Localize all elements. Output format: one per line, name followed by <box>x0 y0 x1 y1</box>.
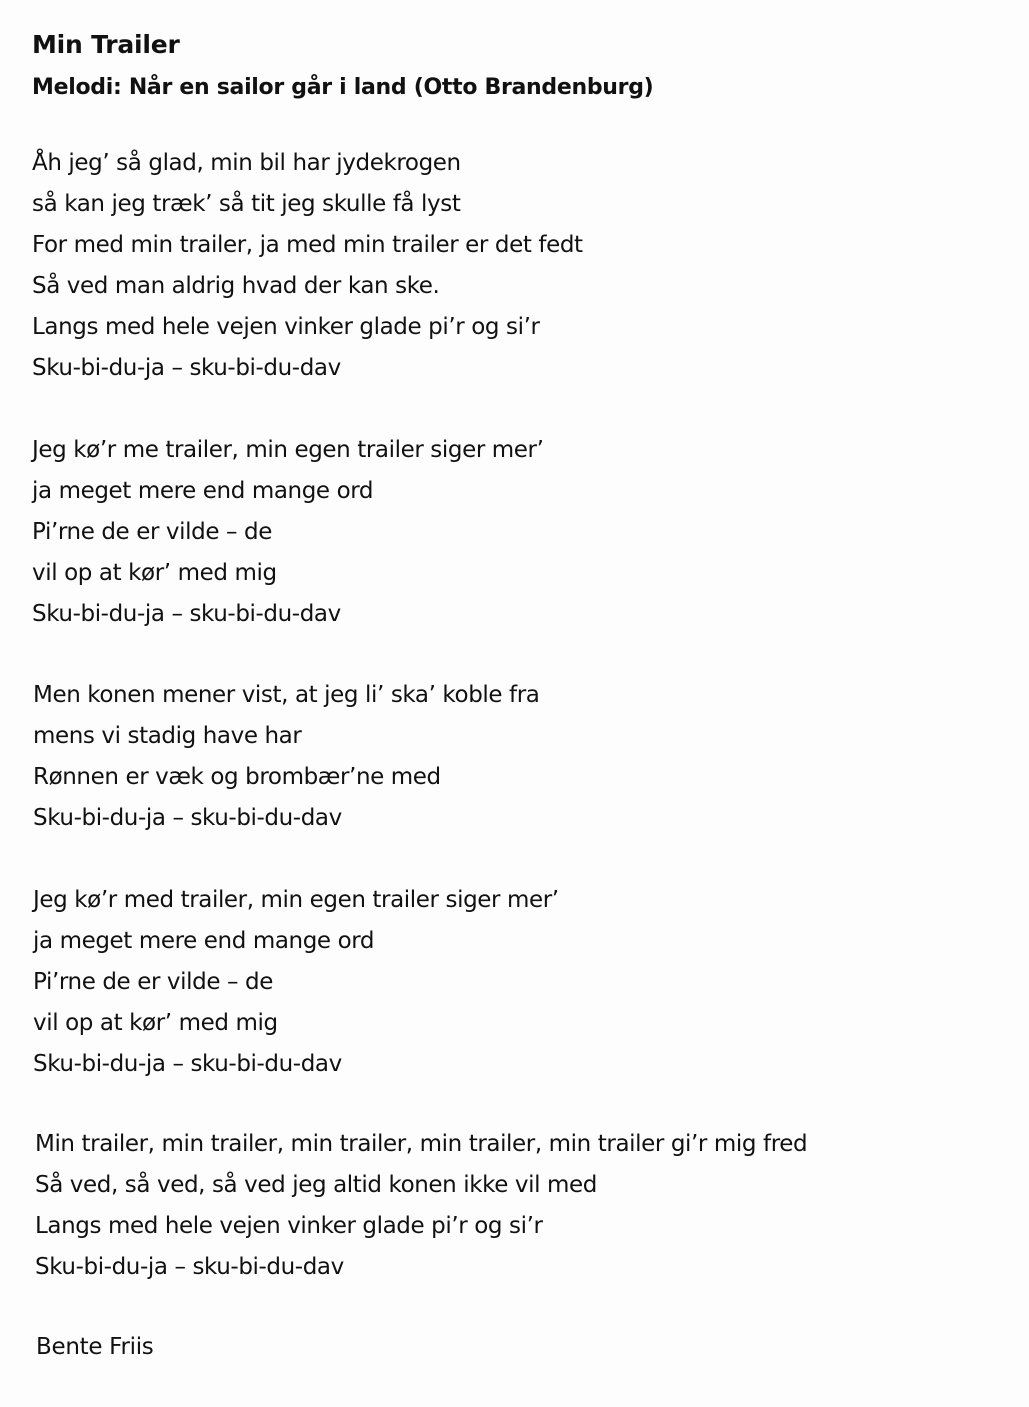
lyric-line: Så ved man aldrig hvad der kan ske. <box>32 273 440 299</box>
lyric-line: vil op at kør’ med mig <box>32 560 277 586</box>
melody-line: Melodi: Når en sailor går i land (Otto Brandenburg) <box>32 75 654 100</box>
stanza-1 <box>32 143 583 389</box>
song-title: Min Trailer <box>32 30 180 59</box>
lyric-line: Pi’rne de er vilde – de <box>32 519 272 545</box>
lyric-line: vil op at kør’ med mig <box>33 1010 278 1036</box>
lyric-line: Jeg kø’r me trailer, min egen trailer siger mer’ <box>32 437 544 463</box>
lyric-line: Langs med hele vejen vinker glade pi’r og si’r <box>32 314 540 340</box>
lyric-line: Pi’rne de er vilde – de <box>33 969 273 995</box>
lyric-line: så kan jeg træk’ så tit jeg skulle få lyst <box>32 191 461 217</box>
lyric-line: Åh jeg’ så glad, min bil har jydekrogen <box>32 150 461 176</box>
lyric-line: mens vi stadig have har <box>33 723 302 749</box>
lyric-line: ja meget mere end mange ord <box>33 928 375 954</box>
lyric-line: ja meget mere end mange ord <box>32 478 374 504</box>
lyric-line: Sku-bi-du-ja – sku-bi-du-dav <box>33 805 342 831</box>
lyric-line: Så ved, så ved, så ved jeg altid konen ikke vil med <box>35 1172 597 1198</box>
lyric-line: For med min trailer, ja med min trailer er det fedt <box>32 232 583 258</box>
author-name: Bente Friis <box>36 1334 154 1360</box>
stanza-2 <box>32 430 544 635</box>
lyric-line: Men konen mener vist, at jeg li’ ska’ koble fra <box>33 682 540 708</box>
stanza-5 <box>35 1124 807 1288</box>
lyric-line: Rønnen er væk og brombær’ne med <box>33 764 441 790</box>
stanza-3 <box>33 675 540 839</box>
lyric-line: Min trailer, min trailer, min trailer, min trailer, min trailer gi’r mig fred <box>35 1131 808 1157</box>
lyric-line: Sku-bi-du-ja – sku-bi-du-dav <box>32 355 341 381</box>
lyric-line: Sku-bi-du-ja – sku-bi-du-dav <box>32 601 341 627</box>
lyric-line: Sku-bi-du-ja – sku-bi-du-dav <box>35 1254 344 1280</box>
lyric-line: Jeg kø’r med trailer, min egen trailer siger mer’ <box>33 887 559 913</box>
lyric-line: Langs med hele vejen vinker glade pi’r og si’r <box>35 1213 543 1239</box>
stanza-4 <box>33 880 559 1085</box>
lyric-line: Sku-bi-du-ja – sku-bi-du-dav <box>33 1051 342 1077</box>
